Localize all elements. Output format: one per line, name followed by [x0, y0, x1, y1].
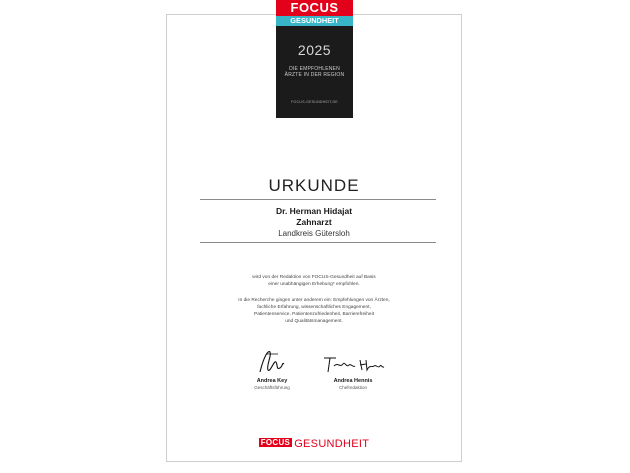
signature-andrea-hennis [318, 346, 388, 376]
signatory-role-right: Chefredaktion [338, 385, 368, 390]
paragraph-1 [166, 274, 462, 288]
badge-subbrand: GESUNDHEIT [276, 16, 353, 26]
signature-andrea-key [252, 346, 292, 376]
focus-badge [276, 0, 353, 118]
paragraph-2 [166, 297, 462, 325]
doctor-profession: Zahnarzt [296, 217, 332, 227]
doctor-region: Landkreis Gütersloh [278, 229, 350, 238]
footer-brand: FOCUS [260, 438, 291, 447]
doctor-name: Dr. Herman Hidajat [275, 206, 353, 216]
footer-subbrand: GESUNDHEIT [294, 438, 370, 450]
divider-top [200, 199, 436, 200]
paragraph-1-line-1: wird von der Redaktion von FOCUS-Gesundheit auf Basis [252, 275, 376, 280]
paragraph-2-line-3: Patientenservice, Patientenzufriedenheit, Barrierefreiheit [254, 312, 374, 317]
signature-block-left [227, 346, 317, 390]
badge-brand: FOCUS [276, 0, 353, 16]
paragraph-2-line-4: und Qualitätsmanagement. [285, 319, 343, 324]
paragraph-2-line-2: fachliche Erfahrung, wissenschaftliches Engagement, [257, 305, 371, 310]
signatory-role-left: Geschäftsführung [254, 385, 290, 390]
certificate-title: URKUNDE [268, 176, 360, 195]
badge-description: DIE EMPFOHLENEN ÄRZTE IN DER REGION [284, 66, 345, 78]
paragraph-2-line-1: In die Recherche gingen unter anderem ein: Empfehlungen von Ärzten, [238, 298, 390, 303]
paragraph-1-line-2: einer unabhängigen Erhebung* empfohlen. [268, 282, 360, 287]
side-footnote [148, 120, 164, 450]
signatory-name-left: Andrea Key [256, 378, 288, 384]
badge-url: FOCUS-GESUNDHEIT.DE [291, 100, 338, 104]
footer-logo [166, 438, 462, 450]
divider-bottom [200, 242, 436, 243]
badge-year: 2025 [297, 42, 332, 58]
signature-block-right [308, 346, 398, 390]
signatory-name-right: Andrea Hennis [333, 378, 373, 384]
